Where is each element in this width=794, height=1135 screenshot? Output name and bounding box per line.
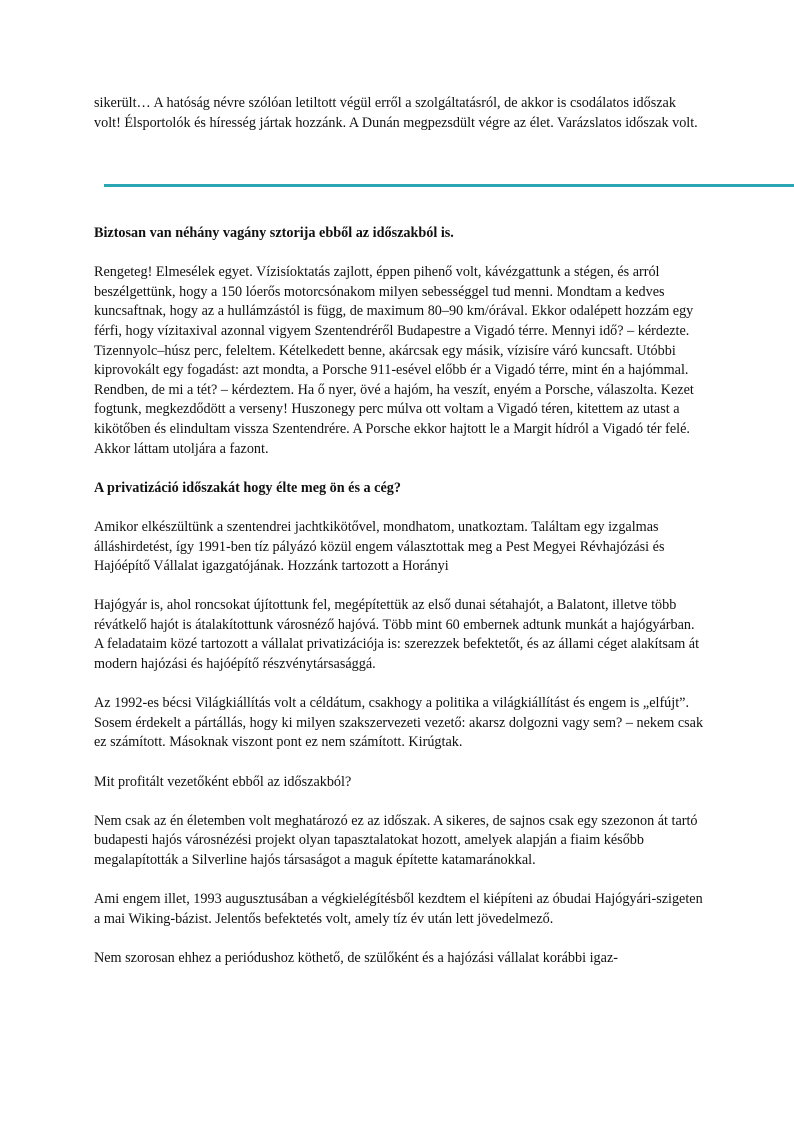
answer-paragraph: Hajógyár is, ahol roncsokat újítottunk fel, megépítettük az első dunai sétahajót, a Balatont, illetve több révátkelő hajót is átalakítottunk városnéző hajóvá. Több mint 60 embernek adtunk munkát a hajógyárban. A feladataim közé tartozott a vállalat privatizációja is: szerezzek befektetőt, és az állami céget alakítsam át modern hajózási és hajóépítő részvénytársasággá. — [94, 597, 700, 673]
interview-question-heading: Biztosan van néhány vagány sztorija ebből az időszakból is. — [94, 225, 454, 241]
intro-paragraph: sikerült… A hatóság névre szólóan letiltott végül erről a szolgáltatásról, de akkor is csodálatos időszak volt! Élsportolók és híresség jártak hozzánk. A Dunán megpezsdült végre az élet. Varázslatos időszak volt. — [94, 95, 698, 131]
answer-paragraph: Nem csak az én életemben volt meghatározó ez az időszak. A sikeres, de sajnos csak egy szezonon át tartó budapesti hajós városnézési projekt olyan tapasztalatokat hozott, amelyek alapján a fiaim később megalapították a Silverline hajós társaságot a maguk építette katamaránokkal. — [94, 812, 698, 868]
answer-paragraph: Ami engem illet, 1993 augusztusában a végkielégítésből kezdtem el kiépíteni az óbudai Hajógyári-szigeten a mai Wiking-bázist. Jelentős befektetés volt, amely tíz év után lett jövedelmező. — [94, 891, 703, 927]
answer-paragraph: Amikor elkészültünk a szentendrei jachtkikötővel, mondhatom, unatkoztam. Találtam egy izgalmas álláshirdetést, így 1991-ben tíz pályázó közül engem választottak meg a Pest Megyei Révhajózási és Hajóépítő Vállalat igazgatójának. Hozzánk tartozott a Horányi — [94, 518, 665, 575]
interview-question-heading: A privatizáció időszakát hogy élte meg ön és a cég? — [94, 479, 401, 496]
answer-paragraph: Rengeteg! Elmesélek egyet. Vízisíoktatás zajlott, éppen pihenő volt, kávézgattunk a stégen, és arról beszélgettünk, hogy a 150 lóerős motorcsónakom milyen sebességgel tud menni. Mondtam a kedves kuncsaftnak, hogy az a hullámzástól is függ, de maximum 80–90 km/órával. Ekkor odalépett hozzám egy férfi, hogy vízitaxival azonnal vigyem Szentendréről Budapestre a Vigadó térre. Mennyi idő? – kérdezte. Tizennyolc–húsz perc, feleltem. Kételkedett benne, akárcsak egy másik, vízisíre váró kuncsaft. Utóbbi kiprovokált egy fogadást: azt mondta, a Porsche 911-esével előbb ér a Vigadó térre, mint én a hajómmal. Rendben, de mi a tét? – kérdeztem. Ha ő nyer, övé a hajóm, ha veszít, enyém a Porsche, válaszolta. Kezet fogtunk, megkezdődött a verseny! Huszonegy perc múlva ott voltam a Vigadó téren, kitettem az utast a kikötőben és elindultam vissza Szentendrére. A Porsche ekkor hajtott le a Margit hídról a Vigadó tér felé. Akkor láttam utoljára a fazont. — [94, 264, 694, 457]
section-divider — [104, 184, 794, 187]
interview-question-plain: Mit profitált vezetőként ebből az időszakból? — [94, 773, 352, 790]
answer-paragraph: Az 1992-es bécsi Világkiállítás volt a céldátum, csakhogy a politika a világkiállítást és engem is „elfújt”. Sosem érdekelt a pártállás, hogy ki milyen szakszervezeti vezető: akarsz dolgozni vagy sem? – nekem csak ez számított. Másoknak viszont pont ez nem számított. Kirúgtak. — [94, 695, 704, 751]
article-body — [94, 224, 704, 988]
answer-paragraph: Nem szorosan ehhez a periódushoz köthető, de szülőként és a hajózási vállalat korábbi igaz- — [94, 949, 618, 966]
